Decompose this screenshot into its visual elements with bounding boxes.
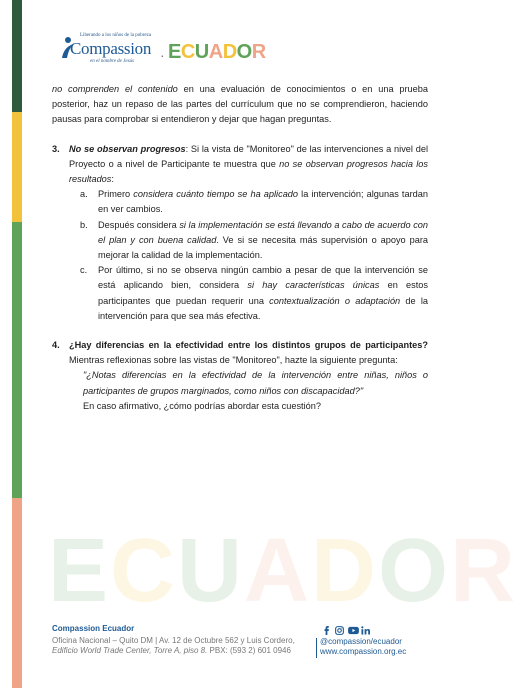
ecuador-logo-letter: A [208, 41, 223, 63]
sub-item-c: c. Por último, si no se observa ningún cambio a pesar de que la intervención se está aplicando bien, considera si hay características únicas en estos participantes que puedan requerir una contextualización o adaptación de la intervención para que sea más efectiva. [80, 265, 428, 321]
ecuador-logo-letter: U [194, 41, 209, 63]
compassion-tagline: Liberando a los niños de la pobreza [80, 33, 152, 38]
document-body [52, 82, 428, 414]
footer-address-line-1: Oficina Nacional – Quito DM | Av. 12 de Octubre 562 y Luis Cordero, [52, 636, 295, 645]
item-4-text: ¿Hay diferencias en la efectividad entre los distintos grupos de participantes? Mientras reflexionas sobre las vistas de "Monitoreo", hazte la siguiente pregunta: [69, 340, 428, 366]
footer-org-name: Compassion Ecuador [52, 624, 135, 633]
sub-item-a: a. Primero considera cuánto tiempo se ha aplicado la intervención; algunas tardan en ver cambios. [80, 189, 428, 215]
item-number: 3. [52, 143, 60, 154]
left-stripe-salmon [12, 498, 22, 688]
intro-paragraph [52, 82, 428, 128]
social-icons [320, 626, 406, 635]
intro-emphasis: no comprenden el contenido [52, 84, 178, 94]
list-item-3 [52, 142, 428, 324]
watermark-letter: R [450, 521, 517, 621]
item-4-closing: En caso afirmativo, ¿cómo podrías abordar esta cuestión? [83, 400, 321, 411]
compassion-subtitle: en el nombre de Jesús [90, 59, 134, 64]
item-3-title: No se observan progresos [69, 143, 186, 154]
left-stripe-dark-green [12, 0, 22, 112]
facebook-icon[interactable] [322, 626, 331, 635]
item-number: 4. [52, 340, 60, 351]
left-stripe-yellow [12, 112, 22, 222]
footer-website-link[interactable]: www.compassion.org.ec [320, 647, 407, 656]
linkedin-icon[interactable] [361, 626, 370, 635]
footer-social-handle[interactable]: @compassion/ecuador [320, 637, 402, 646]
ecuador-logo-letter: D [222, 41, 237, 63]
watermark-letter: A [244, 521, 312, 621]
item-3-text: No se observan progresos: Si la vista de "Monitoreo" de las intervenciones a nivel del Proyecto o a nivel de Participante te muestra que no se observan progresos hacia los resultados: [69, 143, 429, 185]
sub-item-b: b. Después considera si la implementación se está llevando a cabo de acuerdo con el plan y con buena calidad. Ve si se necesita más supervisión o apoyo para mejorar la calidad de la implementación. [80, 219, 429, 261]
youtube-icon[interactable] [348, 626, 357, 635]
watermark-letter: C [110, 521, 178, 621]
ecuador-logo-letter: E [168, 41, 181, 63]
watermark-letter: D [311, 521, 379, 621]
footer-divider [316, 638, 317, 658]
compassion-wordmark: Compassion [70, 39, 152, 58]
list-item-4 [52, 338, 428, 414]
item-4-quote: "¿Notas diferencias en la efectividad de la intervención entre niñas, niños o participantes de grupos marginados, como niños con discapacidad?" [83, 370, 428, 396]
compassion-logo [60, 32, 156, 72]
ecuador-logo-letter: R [251, 41, 266, 63]
footer-address [52, 624, 295, 656]
item-4-title: ¿Hay diferencias en la efectividad entre los distintos grupos de participantes? [69, 340, 428, 351]
watermark-letter: U [177, 521, 245, 621]
left-stripe-green [12, 222, 22, 498]
instagram-icon[interactable] [335, 626, 344, 635]
footer-address-line-2: Edificio World Trade Center, Torre A, piso 8. PBX: (593 2) 601 0946 [52, 646, 291, 655]
logo-separator-dot: · [160, 47, 165, 63]
watermark-letter: O [378, 521, 451, 621]
intro-text: en una evaluación de conocimientos o en una prueba posterior, haz un repaso de las partes del currículum que no se comprendieron, haciendo pausas para comprobar si entendieron y dejar que hagan preguntas. [52, 84, 428, 125]
ecuador-logo-letter: C [180, 41, 195, 63]
watermark-letter: E [48, 521, 111, 621]
ecuador-logo [168, 41, 266, 64]
footer-contact [320, 626, 406, 657]
ecuador-logo-letter: O [236, 41, 252, 63]
ecuador-watermark [48, 520, 517, 623]
